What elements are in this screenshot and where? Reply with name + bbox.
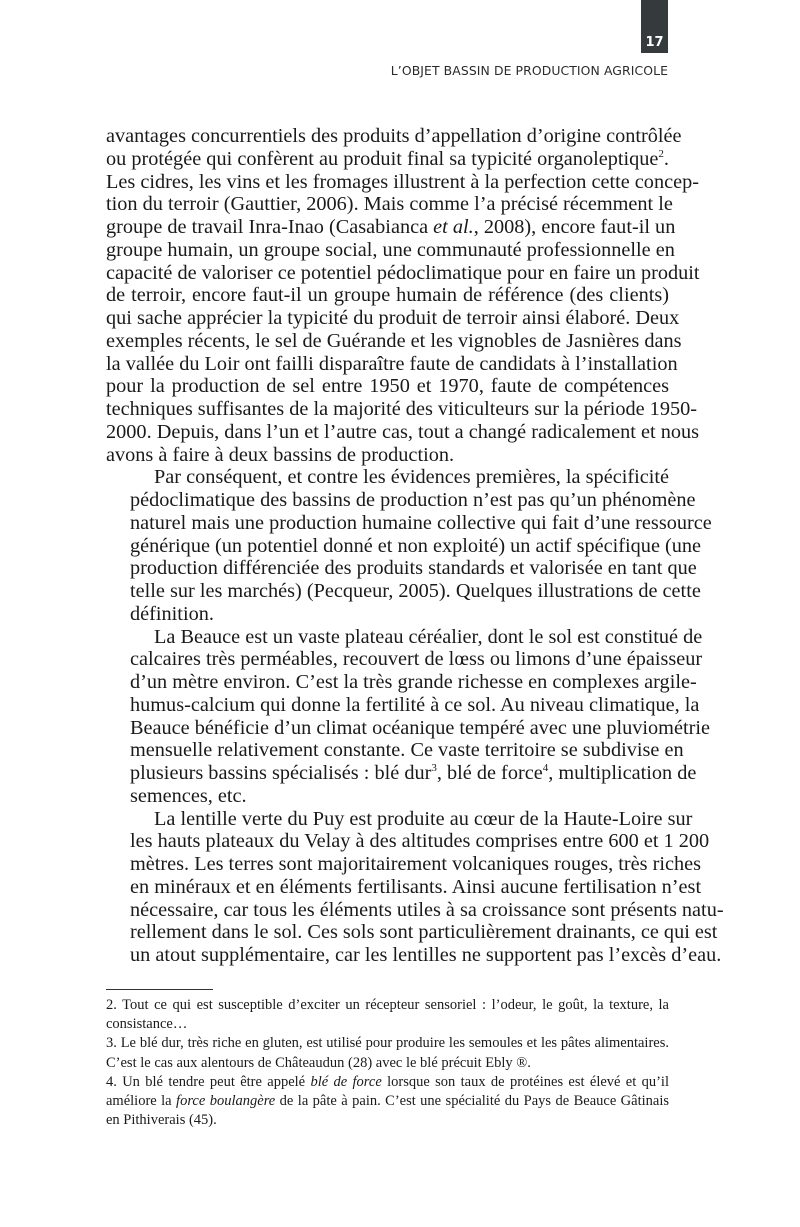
paragraph-1 (106, 125, 700, 466)
italic-span: blé de force (310, 1073, 382, 1090)
footnote-3 (106, 1034, 669, 1072)
text-line: avons à faire à deux bassins de production. (106, 443, 455, 466)
page-number-tab (641, 0, 668, 53)
text-line: exemples récents, le sel de Guérande et les vignobles de Jasnières dans (106, 329, 682, 352)
footnotes (106, 996, 669, 1130)
text-line: La Beauce est un vaste plateau céréalier, dont le sol est constitué de (154, 625, 703, 648)
text-line: d’un mètre environ. C’est la très grande richesse en complexes argile- (130, 671, 697, 693)
text-line: un atout supplémentaire, car les lentilles ne supportent pas l’excès d’eau. (130, 944, 722, 966)
text-line: nécessaire, car tous les éléments utiles à sa croissance sont présents natu- (130, 898, 724, 921)
text-line: pour la production de sel entre 1950 et 1970, faute de compétences (106, 375, 669, 398)
text-line: capacité de valoriser ce potentiel pédoclimatique pour en faire un produit (106, 261, 700, 284)
text-line: telle sur les marchés) (Pecqueur, 2005). Quelques illustrations de cette (130, 580, 701, 602)
paragraph-2 (106, 466, 712, 625)
text-line: Les cidres, les vins et les fromages illustrent à la perfection cette concep- (106, 170, 699, 193)
text-span: 4. Un blé tendre peut être appelé (106, 1073, 311, 1090)
text-line: groupe humain, un groupe social, une communauté professionnelle en (106, 238, 675, 261)
text-line: production différenciée des produits standards et valorisée en tant que (130, 557, 697, 580)
text-span: plusieurs bassins spécialisés : blé dur (130, 762, 432, 784)
text-line: mètres. Les terres sont majoritairement volcaniques rouges, très riches (130, 853, 702, 875)
text-line: qui sache apprécier la typicité du produit de terroir ainsi élaboré. Deux (106, 307, 680, 329)
text-line: générique (un potentiel donné et non exploité) un actif spécifique (une (130, 534, 702, 557)
text-line (106, 148, 669, 171)
text-line (106, 1073, 669, 1092)
footnote-ref-4[interactable]: 4 (542, 762, 549, 775)
text-span: améliore la (106, 1093, 177, 1110)
footnote-ref-3[interactable]: 3 (431, 762, 437, 775)
text-line (106, 762, 697, 785)
text-span: de la pâte à pain. C’est une spécialité du Pays de Beauce Gâtinais (275, 1093, 670, 1110)
text-line: la vallée du Loir ont failli disparaître faute de candidats à l’installation (106, 352, 678, 375)
text-line: Beauce bénéficie d’un climat océanique tempéré avec une pluviométrie (130, 716, 710, 739)
footnote-4 (106, 1073, 669, 1131)
italic-span: force boulangère (176, 1093, 276, 1110)
text-span: . (663, 147, 669, 170)
text-line: avantages concurrentiels des produits d’appellation d’origine contrôlée (106, 125, 682, 147)
text-span: , multiplication de (548, 762, 697, 784)
text-span: , blé de force (436, 762, 543, 784)
text-span: lorsque son taux de protéines est élevé et qu’il (381, 1073, 669, 1090)
footnote-2 (106, 996, 669, 1034)
text-line: 3. Le blé dur, très riche en gluten, est utilisé pour produire les semoules et les pâtes alimentaires. (106, 1035, 669, 1052)
text-line: consistance… (106, 1016, 188, 1033)
paragraph-4 (106, 807, 724, 967)
running-title: L’OBJET BASSIN DE PRODUCTION AGRICOLE (390, 63, 668, 78)
text-line (106, 216, 676, 239)
text-line: naturel mais une production humaine collective qui fait d’une ressource (130, 511, 712, 534)
footnote-separator (106, 989, 213, 990)
text-line: 2. Tout ce qui est susceptible d’exciter un récepteur sensoriel : l’odeur, le goût, la texture, la (106, 997, 669, 1013)
text-line: techniques suffisantes de la majorité des viticulteurs sur la période 1950- (106, 398, 697, 420)
text-line: de terroir, encore faut-il un groupe humain de référence (des clients) (106, 284, 669, 307)
body-text (106, 125, 724, 967)
page-number: 17 (645, 35, 664, 50)
text-span: , 2008), encore faut-il un (473, 216, 676, 238)
text-line: C’est le cas aux alentours de Châteaudun (28) avec le blé précuit Ebly ®. (106, 1054, 531, 1071)
text-line: en minéraux et en éléments fertilisants. Ainsi aucune fertilisation n’est (130, 875, 702, 898)
paragraph-3 (106, 625, 710, 808)
text-line: mensuelle relativement constante. Ce vaste territoire se subdivise en (130, 739, 684, 762)
text-line: semences, etc. (130, 784, 247, 807)
italic-span: et al. (433, 216, 474, 238)
text-line: La lentille verte du Puy est produite au cœur de la Haute-Loire sur (154, 807, 693, 830)
text-line: définition. (130, 602, 214, 625)
text-span: ou protégée qui confèrent au produit final sa typicité organoleptique (106, 147, 659, 170)
text-line: rellement dans le sol. Ces sols sont particulièrement drainants, ce qui est (130, 921, 718, 944)
text-line: pédoclimatique des bassins de production n’est pas qu’un phénomène (130, 489, 696, 511)
text-span: groupe de travail Inra-Inao (Casabianca (106, 216, 434, 238)
text-line: Par conséquent, et contre les évidences premières, la spécificité (154, 466, 669, 489)
footnote-ref-2[interactable]: 2 (658, 147, 664, 160)
text-line: tion du terroir (Gauttier, 2006). Mais comme l’a précisé récemment le (106, 193, 673, 216)
text-line: calcaires très perméables, recouvert de lœss ou limons d’une épaisseur (130, 648, 703, 671)
text-line (106, 1092, 669, 1111)
text-line: humus-calcium qui donne la fertilité à ce sol. Au niveau climatique, la (130, 693, 700, 716)
text-line: 2000. Depuis, dans l’un et l’autre cas, tout a changé radicalement et nous (106, 420, 700, 443)
text-line: en Pithiverais (45). (106, 1112, 217, 1129)
text-line: les hauts plateaux du Velay à des altitudes comprises entre 600 et 1 200 (130, 830, 710, 853)
